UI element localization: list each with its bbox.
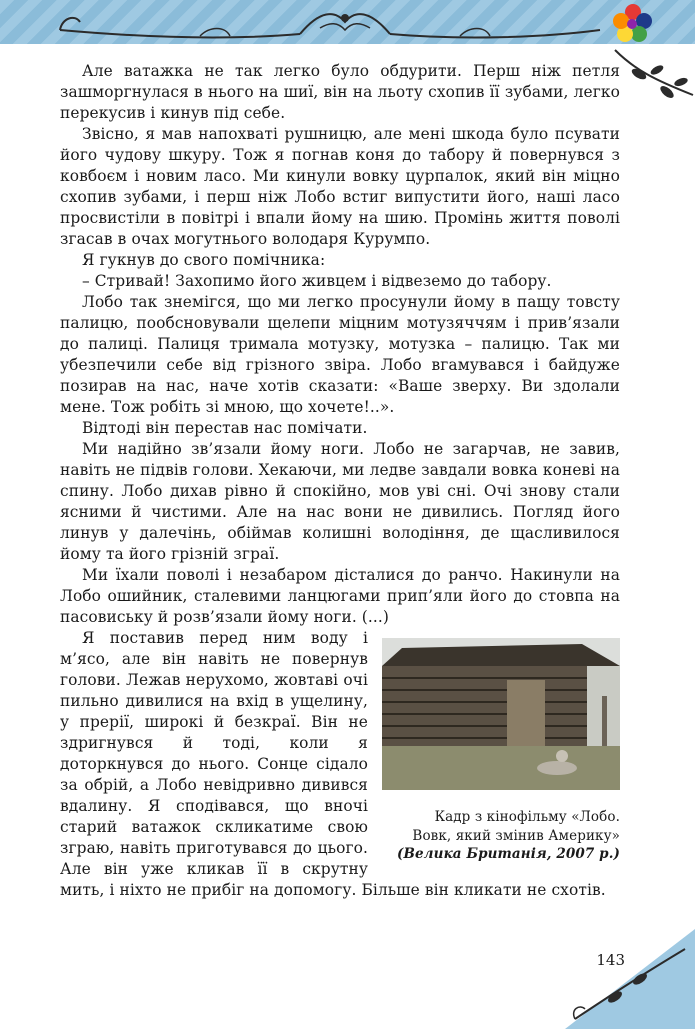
paragraph: Звісно, я мав напохваті рушницю, але мені шкода було псувати його чудову шкуру. Тож я погнав коня до табору й повернувся з ковбоєм і новим ласо. Ми кинули вовку цурпалок, який він міцно схопив зубами, і перш ніж Лобо встиг випустити його, наші ласо просвистіли в повітрі і впали йому на шию. Промінь життя поволі згасав в очах могутнього володаря Курумпо. [60, 125, 620, 248]
paragraph: Я поставив перед ним воду і м’ясо, але він навіть не повернув голови. Лежав нерухомо, жовтаві очі пильно дивилися на вхід в ущелину, у прерії, широкі й безкраї. Він не здригнувся й тоді, коли я доторкнувся до нього. Сонце сідало за обрій, а Лобо невідривно дивився вдалину. Я сподівався, що вночі старий ватажок скликатиме свою зграю, навіть приготувався до цього. Але він уже кликав її в скрутну мить, і ніхто не прибіг на допомогу. Більше він кликати не схотів. [60, 629, 606, 899]
caption-line: Кадр з кінофільму «Лобо. [434, 809, 620, 825]
caption-source: (Велика Британія, 2007 р.) [396, 846, 620, 862]
paragraph: Ми надійно зв’язали йому ноги. Лобо не загарчав, не завив, навіть не підвів голови. Хекаючи, ми ледве завдали вовка коневі на спину. Лобо дихав рівно й спокійно, мов уві сні. Очі знову стали ясними й чистими. Але на нас вони не дивились. Погляд його линув у далечінь, обіймав колишні володіння, де щасливилося йому та його грізній зграї. [60, 440, 620, 563]
image-caption [382, 808, 620, 864]
paragraph: Ми їхали поволі і незабаром дісталися до ранчо. Накинули на Лобо ошийник, сталевими ланцюгами прип’яли його до стовпа на пасовиську й розв’язали йому ноги. (...) [60, 566, 620, 626]
top-decor-band [0, 0, 695, 44]
paragraph: Але ватажка не так легко було обдурити. Перш ніж петля зашморгнулася в нього на шиї, він на льоту схопив її зубами, легко перекусив і кинув під себе. [60, 62, 620, 122]
article-body [60, 61, 620, 901]
paragraph: Я гукнув до свого помічника: [82, 251, 326, 269]
paragraph: Лобо так знемігся, що ми легко просунули йому в пащу товсту палицю, пообсновували щелепи міцним мотузяччям і прив’язали до палиці. Палиця тримала мотузку, мотузка – палицю. Так ми убезпечили себе від грізного звіра. Лобо вгамувався і байдуже позирав на нас, наче хотів сказати: «Ваше зверху. Ви здолали мене. Тож робіть зі мною, що хочете!..». [60, 293, 620, 416]
paragraph: Відтоді він перестав нас помічати. [82, 419, 368, 437]
cabin-wolf-icon [382, 638, 620, 790]
figure [382, 638, 620, 864]
paragraph: – Стривай! Захопимо його живцем і відвеземо до табору. [82, 272, 552, 290]
film-still-image [382, 638, 620, 790]
page-number: 143 [596, 951, 625, 969]
corner-ornament-icon [545, 909, 695, 1029]
ornament-icon [0, 0, 695, 50]
caption-line: Вовк, який змінив Америку» [412, 827, 620, 844]
